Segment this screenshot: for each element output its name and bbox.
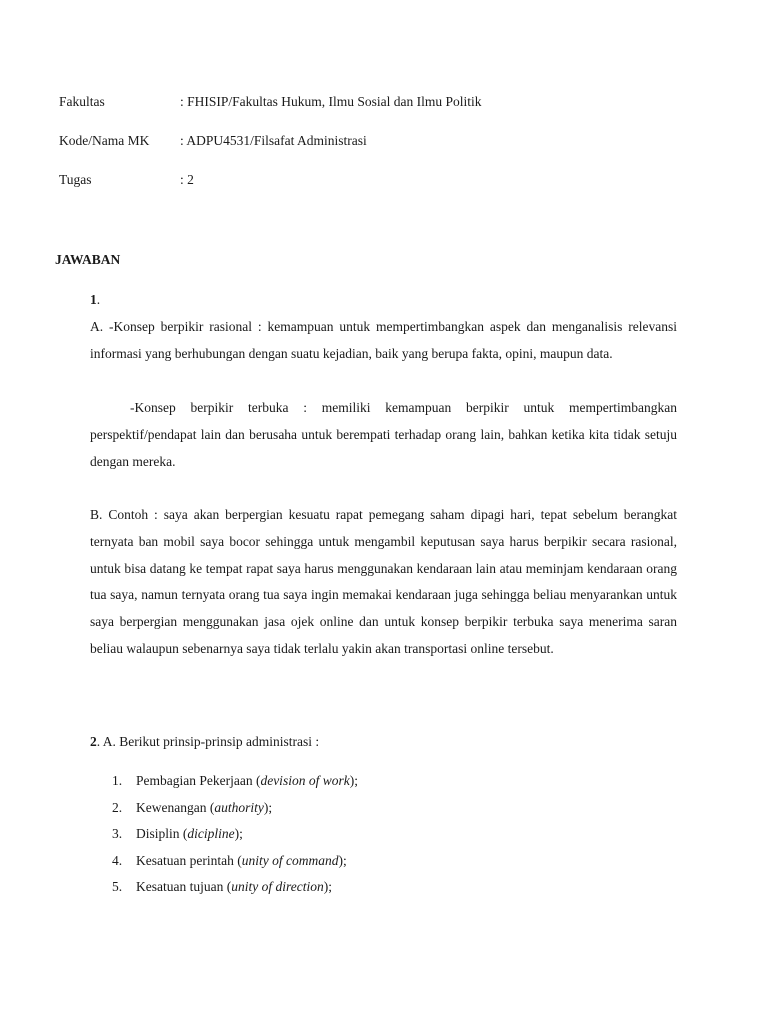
info-row-tugas [59, 172, 194, 188]
item-text: Pembagian Pekerjaan ( [136, 773, 261, 788]
question-number: 2 [90, 734, 97, 749]
item-term: dicipline [187, 826, 235, 841]
item-term: unity of direction [231, 879, 324, 894]
question-1-number [90, 292, 100, 308]
item-text: Disiplin ( [136, 826, 188, 841]
list-number: 1. [112, 773, 123, 788]
info-label: Tugas [59, 172, 92, 187]
info-value: : ADPU4531/Filsafat Administrasi [180, 133, 367, 148]
item-end: ); [349, 773, 358, 788]
item-text: Kesatuan perintah ( [136, 852, 242, 868]
list-number: 2. [112, 799, 123, 815]
list-item [112, 800, 358, 827]
question-2-intro-text: . A. Berikut prinsip-prinsip administrasi : [96, 734, 320, 749]
info-row-fakultas [59, 94, 482, 110]
question-number: 1 [90, 292, 97, 307]
item-text: Kewenangan ( [136, 799, 215, 815]
answer-1b-example: B. Contoh : saya akan berpergian kesuatu rapat pemegang saham dipagi hari, tepat sebelum berangkat ternyata ban mobil saya bocor sehingga untuk mengambil keputusan saya harus berpikir secara rasional, untuk bisa datang ke tempat rapat saya harus menggunakan kendaraan lain atau meminjam kendaraan orang tua saya, namun ternyata orang tua saya ingin memakai kendaraan juga sehingga beliau menyarankan untuk saya berpergian menggunakan jasa ojek online dan untuk konsep berpikir terbuka saya menerima saran beliau walaupun sebenarnya saya tidak terlalu yakin akan transportasi online tersebut. [90, 507, 677, 656]
number-suffix: . [96, 292, 101, 307]
info-row-kode-mk [59, 133, 367, 149]
question-2-intro [90, 734, 319, 750]
item-text: Kesatuan tujuan ( [136, 879, 232, 894]
item-term: authority [214, 799, 264, 815]
item-end: ); [234, 826, 243, 841]
list-number: 5. [112, 879, 123, 894]
list-item [112, 853, 358, 880]
info-label: Kode/Nama MK [59, 133, 150, 148]
list-number: 3. [112, 826, 123, 841]
answer-1a-open-text: -Konsep berpikir terbuka : memiliki kemampuan berpikir untuk mempertimbangkan perspektif/pendapat lain dan berusaha untuk berempati terhadap orang lain, bahkan ketika kita tidak setuju dengan mereka. [90, 400, 677, 469]
item-term: unity of command [241, 852, 339, 868]
answer-1a-open [90, 395, 677, 475]
list-number: 4. [112, 852, 123, 868]
info-value: : FHISIP/Fakultas Hukum, Ilmu Sosial dan Ilmu Politik [180, 94, 482, 109]
item-end: ); [323, 879, 332, 894]
info-value: : 2 [180, 172, 194, 187]
answer-heading: JAWABAN [55, 252, 121, 267]
answer-1a-rational: A. -Konsep berpikir rasional : kemampuan untuk mempertimbangkan aspek dan menganalisis relevansi informasi yang berhubungan dengan suatu kejadian, baik yang berupa fakta, opini, maupun data. [90, 319, 677, 361]
item-end: ); [263, 799, 273, 815]
item-end: ); [338, 852, 347, 868]
list-item [112, 773, 358, 800]
principles-list [112, 773, 358, 906]
info-label: Fakultas [59, 94, 105, 109]
item-term: devision of work [260, 773, 350, 788]
list-item [112, 826, 358, 853]
list-item [112, 879, 358, 906]
